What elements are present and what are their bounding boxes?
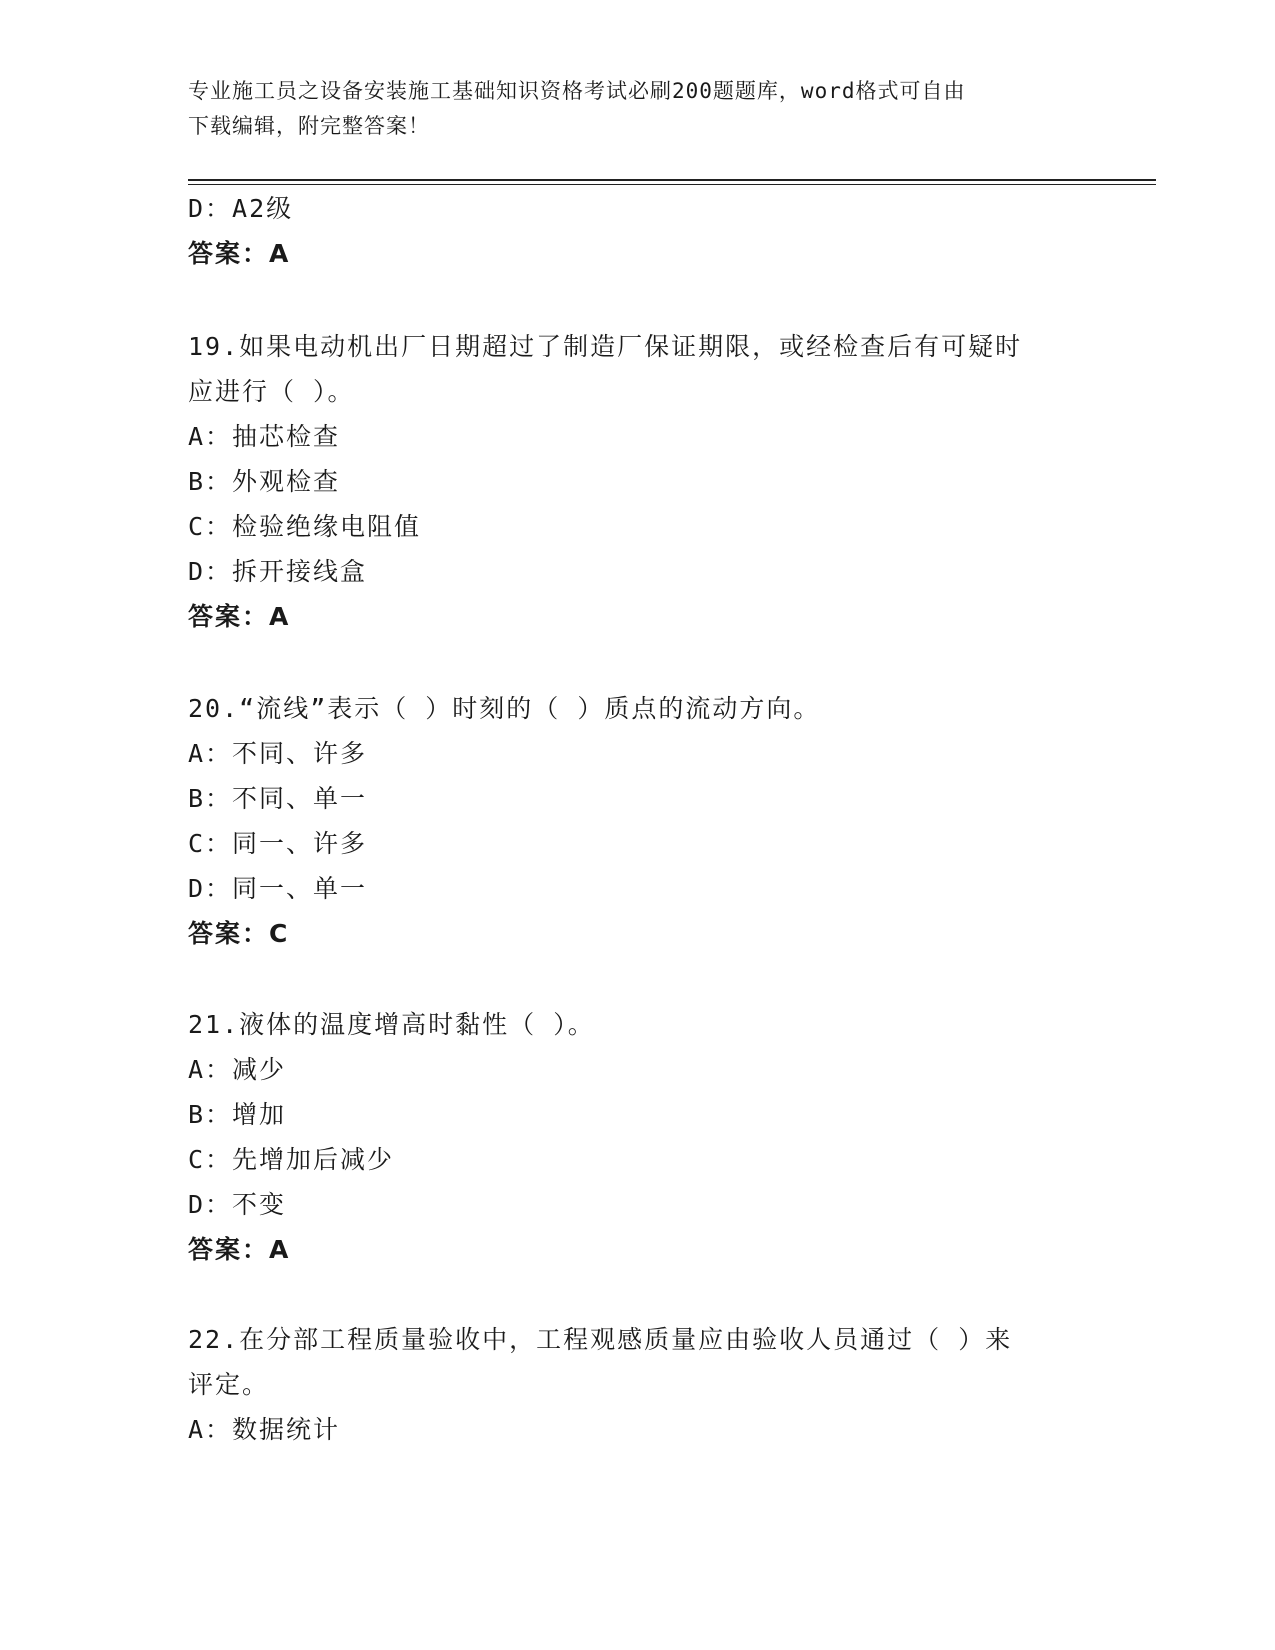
question-20-line-1: 20.“流线”表示（ ）时刻的（ ）质点的流动方向。 xyxy=(188,694,821,723)
option-line: C：先增加后减少 xyxy=(188,1145,395,1174)
header-line-1: 专业施工员之设备安装施工基础知识资格考试必刷200题题库，word格式可自由 xyxy=(188,79,966,103)
question-19-line-1: 19.如果电动机出厂日期超过了制造厂保证期限，或经检查后有可疑时 xyxy=(188,332,1023,361)
option-line: D：拆开接线盒 xyxy=(188,557,368,586)
answer-line: 答案：A xyxy=(188,1235,291,1264)
option-line: B：外观检查 xyxy=(188,467,341,496)
option-line: D：A2级 xyxy=(188,194,294,223)
header-divider-thick xyxy=(188,179,1156,181)
option-line: C：同一、许多 xyxy=(188,829,368,858)
option-line: A：减少 xyxy=(188,1055,287,1084)
option-line: A：不同、许多 xyxy=(188,739,368,768)
option-line: B：增加 xyxy=(188,1100,287,1129)
answer-line: 答案：A xyxy=(188,239,291,268)
option-line: C：检验绝缘电阻值 xyxy=(188,512,422,541)
option-line: B：不同、单一 xyxy=(188,784,368,813)
question-19-line-2: 应进行（ ）。 xyxy=(188,377,355,406)
document-header xyxy=(188,74,1078,144)
question-22-line-1: 22.在分部工程质量验收中，工程观感质量应由验收人员通过（ ）来 xyxy=(188,1325,1013,1354)
question-21-line-1: 21.液体的温度增高时黏性（ ）。 xyxy=(188,1010,595,1039)
answer-line: 答案：C xyxy=(188,919,290,948)
option-line: D：不变 xyxy=(188,1190,287,1219)
question-22-line-2: 评定。 xyxy=(188,1370,270,1399)
header-line-2: 下载编辑，附完整答案！ xyxy=(188,114,430,138)
option-line: A：抽芯检查 xyxy=(188,422,341,451)
answer-line: 答案：A xyxy=(188,602,291,631)
option-line: D：同一、单一 xyxy=(188,874,368,903)
header-divider-thin xyxy=(188,184,1156,185)
option-line: A：数据统计 xyxy=(188,1415,341,1444)
